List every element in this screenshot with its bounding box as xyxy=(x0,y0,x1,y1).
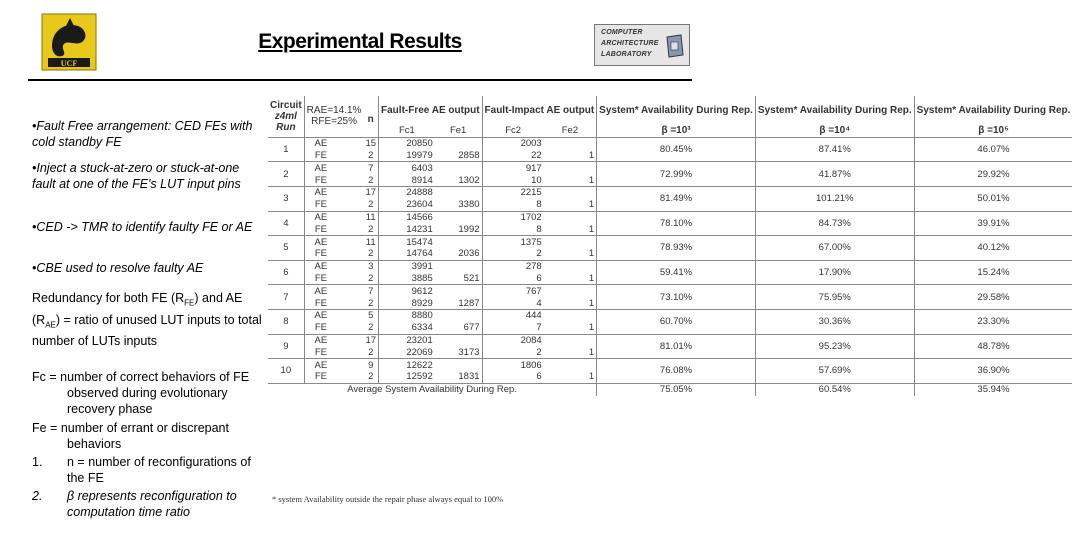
n-value: 2 xyxy=(368,272,374,284)
fc2-value: 22 xyxy=(482,150,544,162)
fc2-value: 8 xyxy=(482,199,544,211)
run-number: 10 xyxy=(268,359,304,384)
fe2-value: 1 xyxy=(588,272,595,284)
fe-definition: Fe = number of errant or discrepant behaviors xyxy=(32,421,229,451)
fe2-value: 1 xyxy=(588,199,595,211)
n-value: 2 xyxy=(368,297,374,309)
row-type: AE xyxy=(314,236,328,248)
fc1-value: 20850 xyxy=(379,137,435,149)
average-value: 60.54% xyxy=(755,383,914,395)
fc1-value: 3991 xyxy=(379,260,435,272)
availability-value: 15.24% xyxy=(914,260,1072,285)
fe2-value: 1 xyxy=(588,371,595,383)
fc1-value: 15474 xyxy=(379,236,435,248)
availability-value: 81.49% xyxy=(597,186,756,211)
fe2-value xyxy=(544,211,597,223)
numbered-item-2: 2. β represents reconfiguration to computation time ratio xyxy=(32,489,237,519)
page-title: Experimental Results xyxy=(258,30,462,53)
fc2-value: 767 xyxy=(482,285,544,297)
redundancy-definition: Redundancy for both FE $(R_{FE})$ and AE $(R_{AE})$ = ratio of unused LUT inputs to total number of LUTs inputs xyxy=(32,291,262,348)
fc1-value: 14231 xyxy=(379,223,435,235)
fc1-value: 19979 xyxy=(379,150,435,162)
fe1-value xyxy=(435,334,482,346)
logo-line-2: ARCHITECTURE xyxy=(601,40,659,47)
row-type: FE xyxy=(314,149,327,161)
fc2-value: 444 xyxy=(482,309,544,321)
fc2-value: 10 xyxy=(482,174,544,186)
fc1-value: 12622 xyxy=(379,359,435,371)
fe1-value xyxy=(435,162,482,174)
row-type: FE xyxy=(314,272,327,284)
fe2-value xyxy=(544,162,597,174)
n-value: 7 xyxy=(368,162,374,174)
run-number: 2 xyxy=(268,162,304,187)
header-fc1: Fc1 xyxy=(379,125,435,137)
run-number: 8 xyxy=(268,309,304,334)
row-type: FE xyxy=(314,297,327,309)
availability-value: 59.41% xyxy=(597,260,756,285)
header-fault-impact: Fault-Impact AE output xyxy=(482,96,597,125)
average-value: 75.05% xyxy=(597,383,756,395)
fe2-value: 1 xyxy=(588,248,595,260)
availability-value: 81.01% xyxy=(597,334,756,359)
availability-value: 36.90% xyxy=(914,359,1072,384)
row-type: FE xyxy=(314,346,327,358)
fc1-value: 6403 xyxy=(379,162,435,174)
table-row xyxy=(268,260,1072,272)
fc2-value: 278 xyxy=(482,260,544,272)
n-value: 2 xyxy=(368,174,374,186)
availability-value: 75.95% xyxy=(755,285,914,310)
header-sys-3: System* Availability During Rep. xyxy=(914,96,1072,125)
fc1-value: 6334 xyxy=(379,322,435,334)
computer-architecture-lab-logo xyxy=(594,24,690,66)
row-type: FE xyxy=(314,223,327,235)
logo-line-3: LABORATORY xyxy=(601,51,652,58)
fc2-value: 2003 xyxy=(482,137,544,149)
average-value: 35.94% xyxy=(914,383,1072,395)
fc1-value: 14566 xyxy=(379,211,435,223)
fc1-value: 14764 xyxy=(379,248,435,260)
n-value: 11 xyxy=(365,211,376,223)
chip-icon xyxy=(663,33,685,59)
availability-value: 23.30% xyxy=(914,309,1072,334)
fe1-value: 1287 xyxy=(458,297,480,309)
run-number: 1 xyxy=(268,137,304,162)
row-type: FE xyxy=(314,199,327,211)
table-row xyxy=(268,359,1072,371)
run-number: 5 xyxy=(268,236,304,261)
availability-value: 30.36% xyxy=(755,309,914,334)
table-row xyxy=(268,236,1072,248)
availability-value: 78.93% xyxy=(597,236,756,261)
header-fe1: Fe1 xyxy=(449,125,467,137)
fe2-value: 1 xyxy=(588,346,595,358)
fe1-value: 1831 xyxy=(458,371,480,383)
availability-value: 50.01% xyxy=(914,186,1072,211)
availability-value: 101.21% xyxy=(755,186,914,211)
fe2-value: 1 xyxy=(588,149,595,161)
table-row xyxy=(268,162,1072,174)
fc2-value: 6 xyxy=(482,371,544,383)
n-value: 5 xyxy=(368,310,374,322)
fe2-value xyxy=(544,137,597,149)
ucf-logo-text: UCF xyxy=(60,59,78,68)
availability-value: 41.87% xyxy=(755,162,914,187)
fe1-value xyxy=(435,285,482,297)
fe1-value: 677 xyxy=(463,322,480,334)
fe1-value xyxy=(435,260,482,272)
footnote: * system Availability outside the repair phase always equal to 100% xyxy=(272,494,504,504)
table-row xyxy=(268,285,1072,297)
n-value: 3 xyxy=(368,261,374,273)
fc1-value: 12592 xyxy=(379,371,435,383)
fc1-value: 8914 xyxy=(379,174,435,186)
fc1-value: 3885 xyxy=(379,273,435,285)
n-value: 2 xyxy=(368,371,374,383)
fe2-value xyxy=(544,309,597,321)
availability-value: 72.99% xyxy=(597,162,756,187)
fc2-value: 8 xyxy=(482,223,544,235)
availability-value: 95.23% xyxy=(755,334,914,359)
fe1-value xyxy=(435,137,482,149)
availability-value: 76.08% xyxy=(597,359,756,384)
fc1-value: 23201 xyxy=(379,334,435,346)
results-table xyxy=(268,96,1071,476)
fe2-value xyxy=(544,260,597,272)
fe1-value xyxy=(435,359,482,371)
fe2-value xyxy=(544,285,597,297)
fc1-value: 9612 xyxy=(379,285,435,297)
n-value: 2 xyxy=(368,248,374,260)
availability-value: 29.92% xyxy=(914,162,1072,187)
header-sys-2: System* Availability During Rep. xyxy=(755,96,914,125)
fc2-value: 4 xyxy=(482,297,544,309)
row-type: AE xyxy=(314,187,328,199)
availability-value: 60.70% xyxy=(597,309,756,334)
availability-value: 57.69% xyxy=(755,359,914,384)
n-value: 17 xyxy=(365,187,377,199)
run-number: 6 xyxy=(268,260,304,285)
table-row xyxy=(268,309,1072,321)
table-row xyxy=(268,334,1072,346)
fe1-value xyxy=(435,236,482,248)
header-beta-3: β =10⁵ xyxy=(914,125,1072,137)
fc2-value: 2084 xyxy=(482,334,544,346)
fe2-value xyxy=(544,236,597,248)
fe1-value xyxy=(435,309,482,321)
row-type: AE xyxy=(314,310,328,322)
table-row xyxy=(268,137,1072,149)
n-value: 2 xyxy=(368,223,374,235)
fc2-value: 7 xyxy=(482,322,544,334)
fe2-value: 1 xyxy=(588,297,595,309)
n-value: 2 xyxy=(368,322,374,334)
fc2-value: 6 xyxy=(482,273,544,285)
fe1-value xyxy=(435,186,482,198)
title-divider xyxy=(28,79,692,81)
row-type: FE xyxy=(314,248,327,260)
run-number: 4 xyxy=(268,211,304,236)
fc1-value: 8929 xyxy=(379,297,435,309)
fe2-value xyxy=(544,186,597,198)
availability-value: 48.78% xyxy=(914,334,1072,359)
header-fe2: Fe2 xyxy=(561,125,579,137)
header-redundancy: RAE=14.1% RFE=25% xyxy=(306,105,362,128)
availability-value: 46.07% xyxy=(914,137,1072,162)
fe1-value: 521 xyxy=(463,272,480,284)
availability-value: 87.41% xyxy=(755,137,914,162)
availability-value: 84.73% xyxy=(755,211,914,236)
availability-value: 78.10% xyxy=(597,211,756,236)
header-fc2: Fc2 xyxy=(482,125,544,137)
n-value: 17 xyxy=(365,334,377,346)
fc2-value: 1702 xyxy=(482,211,544,223)
availability-value: 80.45% xyxy=(597,137,756,162)
row-type: AE xyxy=(314,261,328,273)
average-row xyxy=(268,383,1072,395)
row-type: AE xyxy=(314,334,328,346)
header-sys-1: System* Availability During Rep. xyxy=(597,96,756,125)
row-type: FE xyxy=(314,322,327,334)
n-value: 9 xyxy=(368,359,374,371)
row-type: AE xyxy=(314,211,328,223)
header-beta-2: β =10⁴ xyxy=(755,125,914,137)
header-beta-1: β =10³ xyxy=(597,125,756,137)
n-value: 2 xyxy=(368,199,374,211)
fe2-value xyxy=(544,334,597,346)
header-circuit: Circuit z4ml Run xyxy=(268,96,304,137)
n-value: 7 xyxy=(368,285,374,297)
fe2-value: 1 xyxy=(588,322,595,334)
fc2-value: 1806 xyxy=(482,359,544,371)
fc1-value: 8880 xyxy=(379,309,435,321)
header-n: n xyxy=(367,114,374,125)
availability-value: 29.58% xyxy=(914,285,1072,310)
bullet-2: • Inject a stuck-at-zero or stuck-at-one fault at one of the FE's LUT input pins xyxy=(32,160,264,192)
bullet-4: • CBE used to resolve faulty AE xyxy=(32,260,264,276)
numbered-item-1: 1. n = number of reconfigurations of the FE xyxy=(32,455,251,485)
run-number: 3 xyxy=(268,186,304,211)
table-row xyxy=(268,186,1072,198)
ucf-logo xyxy=(38,12,100,72)
row-type: FE xyxy=(314,174,327,186)
run-number: 9 xyxy=(268,334,304,359)
fc2-value: 2 xyxy=(482,248,544,260)
fe1-value: 1992 xyxy=(458,223,480,235)
n-value: 2 xyxy=(368,346,374,358)
row-type: AE xyxy=(314,138,328,150)
fc-definition: Fc = number of correct behaviors of FE observed during evolutionary recovery phase xyxy=(32,370,250,416)
row-type: AE xyxy=(314,162,328,174)
availability-value: 40.12% xyxy=(914,236,1072,261)
availability-value: 39.91% xyxy=(914,211,1072,236)
average-label: Average System Availability During Rep. xyxy=(347,384,517,396)
fe1-value xyxy=(435,211,482,223)
fc1-value: 24888 xyxy=(379,186,435,198)
fe2-value: 1 xyxy=(588,223,595,235)
availability-value: 17.90% xyxy=(755,260,914,285)
fe2-value: 1 xyxy=(588,174,595,186)
n-value: 2 xyxy=(368,149,374,161)
fe1-value: 2036 xyxy=(458,248,480,260)
fe1-value: 3173 xyxy=(458,346,480,358)
table-row xyxy=(268,211,1072,223)
availability-value: 73.10% xyxy=(597,285,756,310)
fc2-value: 2215 xyxy=(482,186,544,198)
run-number: 7 xyxy=(268,285,304,310)
header-fault-free: Fault-Free AE output xyxy=(379,96,483,125)
row-type: FE xyxy=(314,371,327,383)
bullet-3: • CED -> TMR to identify faulty FE or AE xyxy=(32,219,264,235)
fc2-value: 917 xyxy=(482,162,544,174)
fe2-value xyxy=(544,359,597,371)
fc1-value: 23604 xyxy=(379,199,435,211)
row-type: AE xyxy=(314,359,328,371)
fe1-value: 3380 xyxy=(458,199,480,211)
fc1-value: 22069 xyxy=(379,346,435,358)
fc2-value: 1375 xyxy=(482,236,544,248)
fe1-value: 2858 xyxy=(458,149,480,161)
bullet-1: • Fault Free arrangement: CED FEs with cold standby FE xyxy=(32,118,264,150)
row-type: AE xyxy=(314,285,328,297)
n-value: 15 xyxy=(365,138,377,150)
logo-line-1: COMPUTER xyxy=(601,29,643,36)
fc2-value: 2 xyxy=(482,346,544,358)
availability-value: 67.00% xyxy=(755,236,914,261)
fe1-value: 1302 xyxy=(458,174,480,186)
n-value: 11 xyxy=(365,236,376,248)
